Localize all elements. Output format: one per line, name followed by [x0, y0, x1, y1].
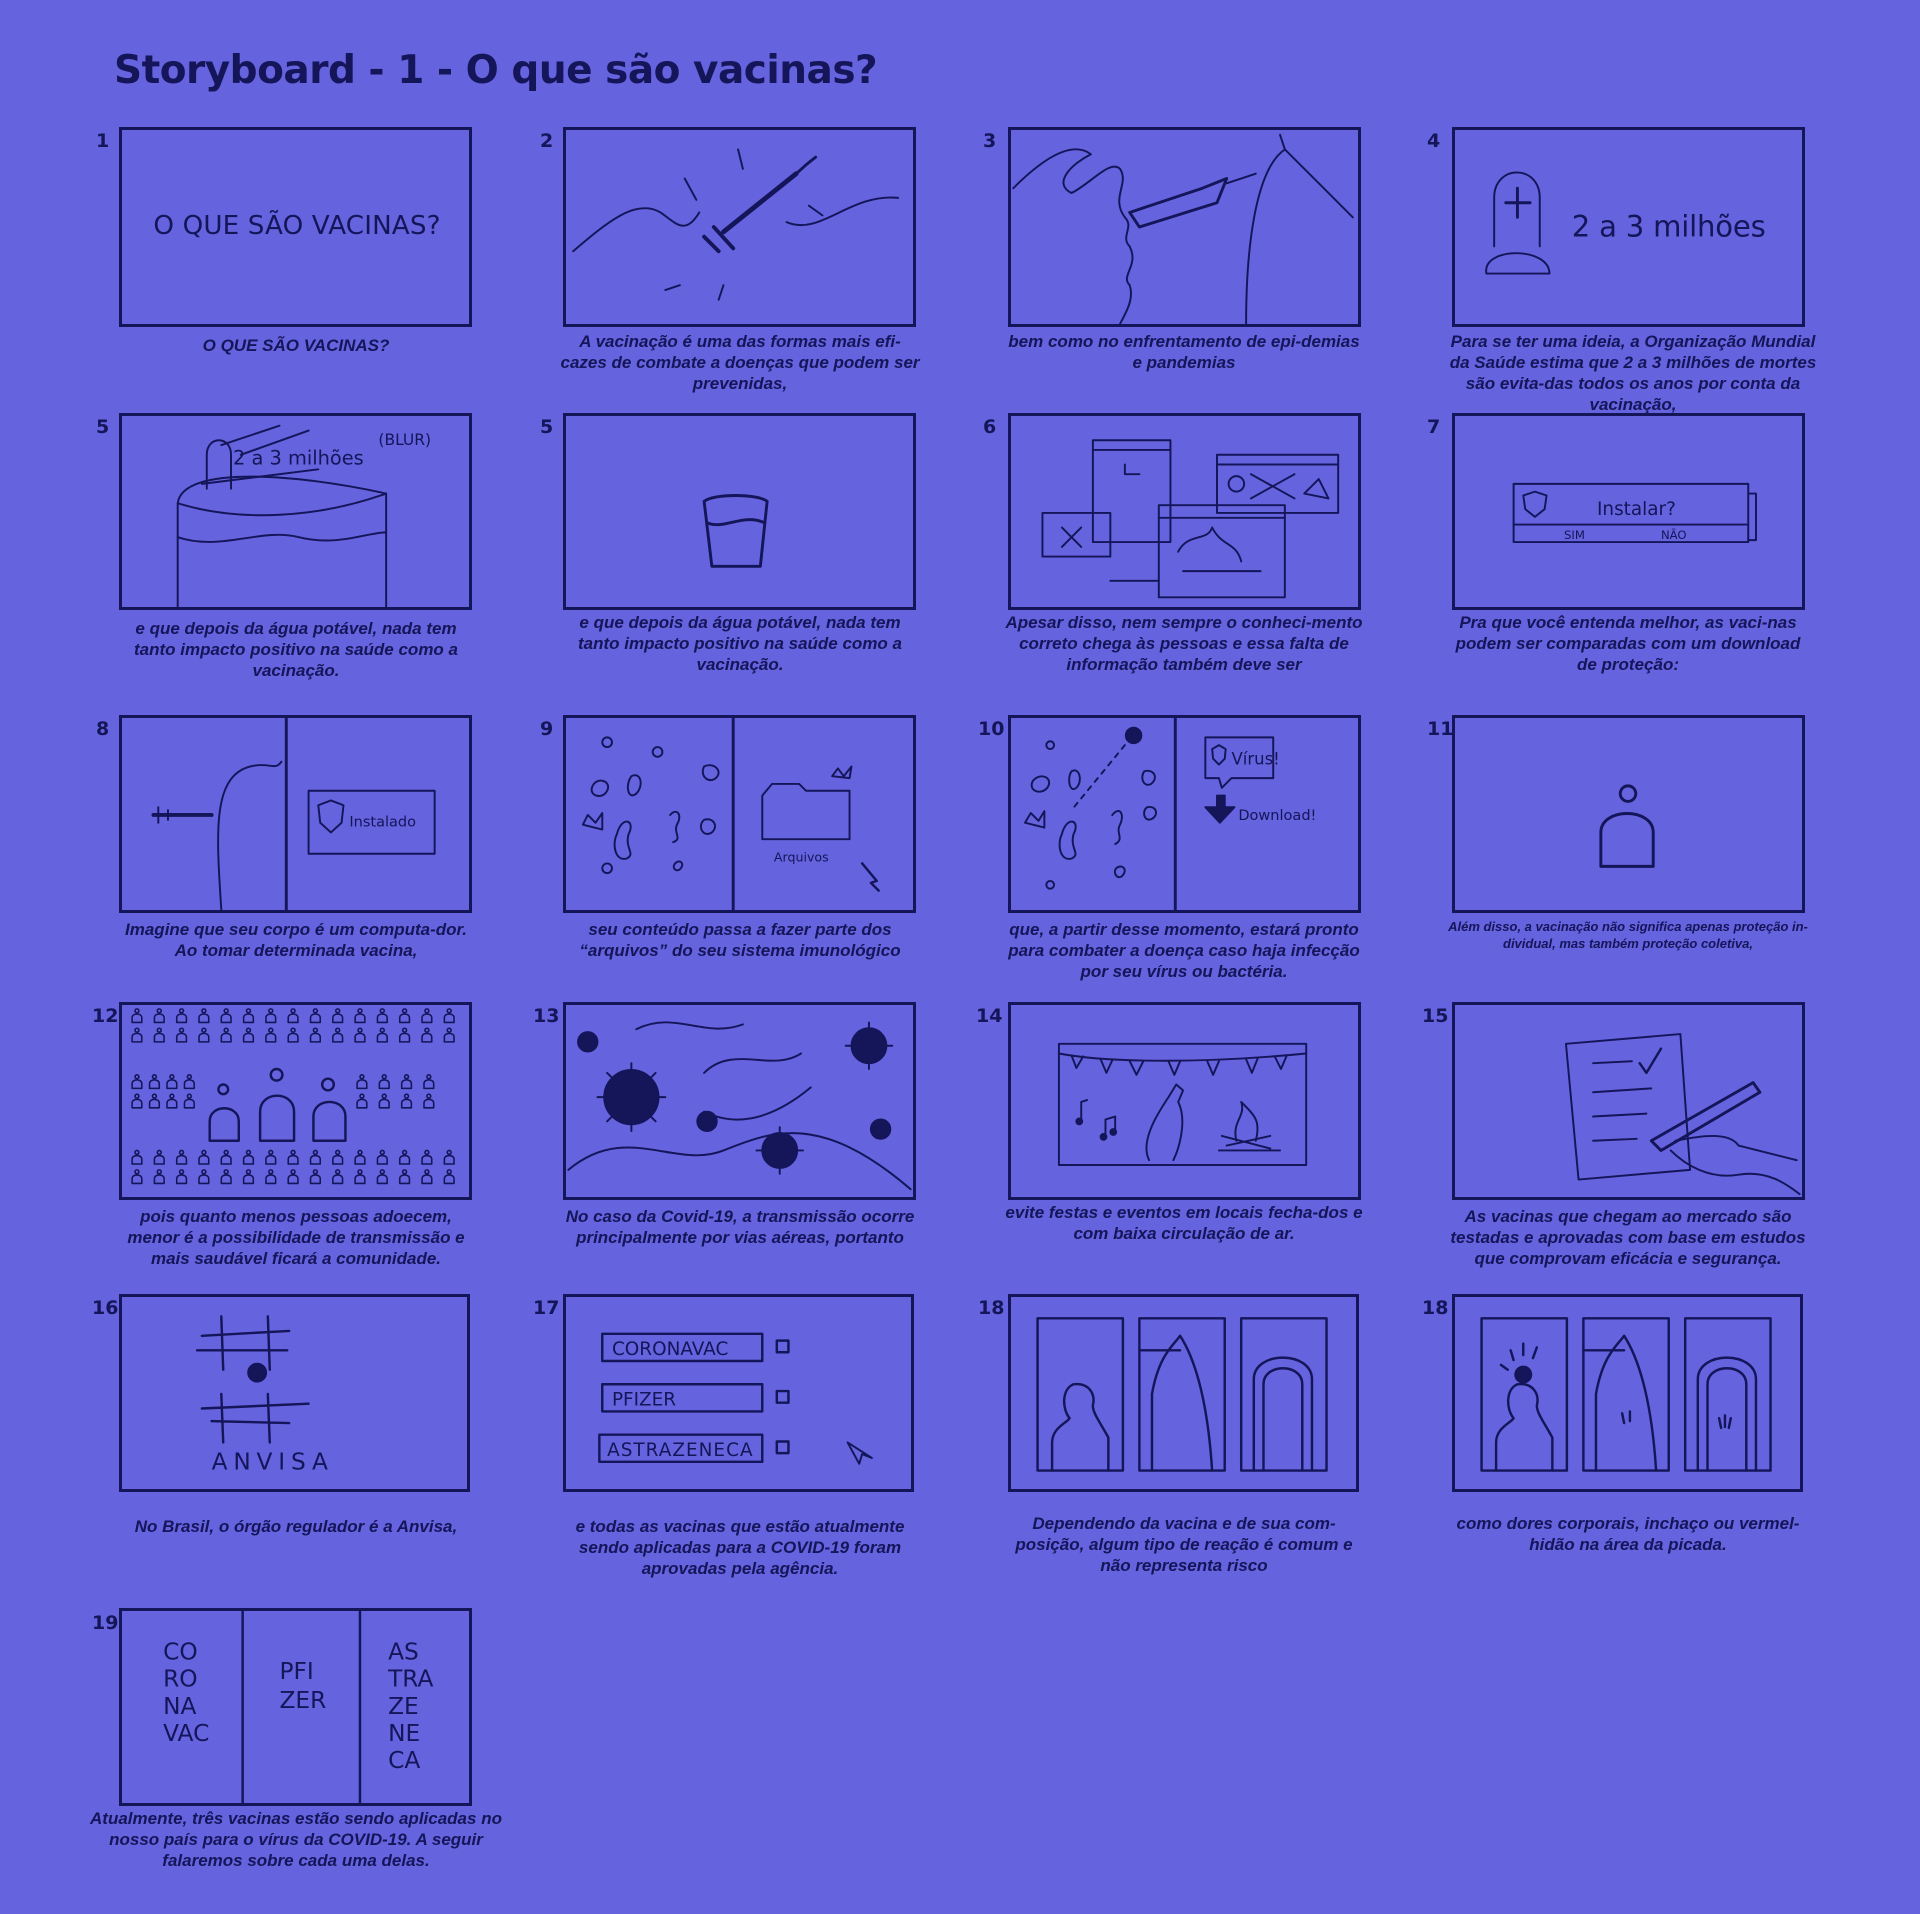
panel-1-sketch — [122, 130, 469, 324]
panel-5-frame — [119, 413, 472, 610]
crowd-person-head — [247, 1028, 251, 1032]
install-no-option: NÃO — [1660, 528, 1687, 543]
crowd-person-body — [266, 1156, 276, 1164]
panel-7-number: 7 — [1427, 416, 1441, 438]
crowd-person-body — [311, 1014, 321, 1022]
panel-16-frame — [119, 1294, 470, 1492]
crowd-person-body — [199, 1033, 209, 1041]
crowd-person-head — [170, 1094, 174, 1098]
panel-5b-caption: e que depois da água potável, nada tem tanto impacto positivo na saúde como a vacinação. — [578, 613, 902, 674]
panel-2-caption: A vacinação é uma das formas mais efi-cazes de combate a doenças que podem ser prevenidas, — [560, 332, 920, 393]
panel-9-frame — [563, 715, 916, 913]
face-injection-sketch — [1011, 130, 1358, 324]
crowd-person-head — [247, 1009, 251, 1013]
virus-alert-text: Vírus! — [1231, 749, 1280, 769]
pfizer-column — [280, 1658, 327, 1714]
vaccine-name-line: NE — [388, 1719, 421, 1747]
crowd-person-head — [447, 1009, 451, 1013]
option-astrazeneca: ASTRAZENECA — [607, 1440, 753, 1462]
crowd-person-head — [358, 1150, 362, 1154]
crowd-person-body — [288, 1014, 298, 1022]
crowd-person-head — [202, 1170, 206, 1174]
crowd-person-head — [336, 1170, 340, 1174]
crowd-person-head — [202, 1028, 206, 1032]
crowd-person-head — [380, 1009, 384, 1013]
panel-6-caption: Apesar disso, nem sempre o conheci-mento correto chega às pessoas e essa falta de informação também deve ser — [1005, 613, 1363, 674]
crowd-person-head — [405, 1075, 409, 1079]
option-coronavac: CORONAVAC — [611, 1339, 729, 1361]
crowd-person-head — [157, 1028, 161, 1032]
crowd-person-body — [357, 1080, 367, 1088]
crowd-person-body — [377, 1156, 387, 1164]
crowd-person-body — [355, 1014, 365, 1022]
panel-5-blur-note: (BLUR) — [378, 431, 432, 450]
panel-19-caption: Atualmente, três vacinas estão sendo aplicadas no nosso país para o vírus da COVID-19. A seguir falaremos sobre cada uma delas. — [90, 1809, 502, 1870]
crowd-person-head — [135, 1009, 139, 1013]
download-label: Download! — [1238, 807, 1317, 824]
crowd-person-head — [135, 1150, 139, 1154]
crowd-person-head — [425, 1009, 429, 1013]
crowd-person-body — [422, 1014, 432, 1022]
panel-18b-frame — [1452, 1294, 1803, 1492]
crowd-person-body — [132, 1014, 142, 1022]
crowd-person-body — [199, 1014, 209, 1022]
crowd-person-head — [291, 1028, 295, 1032]
crowd-person-head — [313, 1150, 317, 1154]
crowd-person-head — [405, 1094, 409, 1098]
crowd-person-body — [199, 1156, 209, 1164]
crowd-person-head — [247, 1170, 251, 1174]
panel-12-caption: pois quanto menos pessoas adoecem, menor é a possibilidade de transmissão e mais saudável ficará a comunidade. — [127, 1207, 465, 1268]
crowd-person-body — [177, 1156, 187, 1164]
water-glass-blur-sketch — [122, 416, 469, 607]
crowd-person-head — [382, 1094, 386, 1098]
crowd-person-body — [333, 1175, 343, 1183]
crowd-person-head — [180, 1150, 184, 1154]
crowd-person-body — [266, 1014, 276, 1022]
panel-1-frame — [119, 127, 472, 327]
crowd-person-head — [187, 1094, 191, 1098]
crowd-person-body — [167, 1080, 177, 1088]
crowd-person-body — [244, 1014, 254, 1022]
panel-4-caption: Para se ter uma ideia, a Organização Mundial da Saúde estima que 2 a 3 milhões de mortes são evita-das todos os anos por conta da vacinação, — [1449, 332, 1817, 414]
crowd-person-head — [380, 1150, 384, 1154]
files-folder-sketch — [566, 718, 913, 910]
crowd-person-head — [224, 1028, 228, 1032]
crowd-person-head — [202, 1009, 206, 1013]
crowd-person-head — [425, 1028, 429, 1032]
panel-14-frame — [1008, 1002, 1361, 1200]
three-people-sketch — [1011, 1297, 1356, 1489]
crowd-person-body — [355, 1175, 365, 1183]
crowd-person-head — [380, 1170, 384, 1174]
crowd-person-body — [132, 1033, 142, 1041]
crowd-person-head — [180, 1170, 184, 1174]
crowd-person-head — [447, 1028, 451, 1032]
panel-4-frame — [1452, 127, 1805, 327]
crowd-person-head — [224, 1170, 228, 1174]
crowd-person-body — [379, 1099, 389, 1107]
panel-3-frame — [1008, 127, 1361, 327]
crowd-person-head — [152, 1094, 156, 1098]
panel-9-number: 9 — [540, 718, 554, 740]
panel-15-frame — [1452, 1002, 1805, 1200]
document-signing-sketch — [1455, 1005, 1802, 1197]
crowd-person-body — [154, 1156, 164, 1164]
crowd-person-body — [400, 1014, 410, 1022]
panel-12-number: 12 — [92, 1005, 119, 1027]
panel-16-caption: No Brasil, o órgão regulador é a Anvisa, — [134, 1517, 458, 1536]
crowd-person-body — [177, 1014, 187, 1022]
option-pfizer: PFIZER — [611, 1389, 677, 1411]
crowd-person-head — [447, 1150, 451, 1154]
crowd-people — [132, 1009, 454, 1184]
crowd-person-head — [336, 1009, 340, 1013]
panel-3-number: 3 — [983, 130, 997, 152]
crowd-person-body — [244, 1156, 254, 1164]
crowd-person-head — [447, 1170, 451, 1174]
panel-18-caption: Dependendo da vacina e de sua com-posição, algum tipo de reação é comum e não representa risco — [1015, 1514, 1353, 1575]
crowd-person-head — [291, 1150, 295, 1154]
crowd-person-body — [355, 1156, 365, 1164]
crowd-person-body — [288, 1156, 298, 1164]
crowd-person-head — [135, 1028, 139, 1032]
panel-8-frame — [119, 715, 472, 913]
installed-label: Instalado — [349, 814, 417, 831]
panel-11-caption: Além disso, a vacinação não significa apenas proteção in-dividual, mas também proteção coletiva, — [1448, 919, 1808, 951]
panel-1-sketch-text: O QUE SÃO VACINAS? — [153, 210, 441, 241]
crowd-person-head — [187, 1075, 191, 1079]
crowd-person-head — [202, 1150, 206, 1154]
crowd-person-body — [355, 1033, 365, 1041]
indoor-party-sketch — [1011, 1005, 1358, 1197]
vaccine-name-line: TRA — [388, 1665, 434, 1693]
crowd-person-head — [313, 1170, 317, 1174]
crowd-person-body — [422, 1033, 432, 1041]
crowd-person-body — [154, 1014, 164, 1022]
vaccine-name-line: VAC — [163, 1719, 210, 1747]
vaccine-name-line: NA — [163, 1692, 197, 1720]
crowd-person-head — [180, 1009, 184, 1013]
popup-windows-sketch — [1011, 416, 1358, 607]
crowd-person-body — [288, 1033, 298, 1041]
crowd-person-head — [403, 1170, 407, 1174]
crowd-person-body — [244, 1175, 254, 1183]
vaccine-name-line: RO — [163, 1665, 198, 1693]
crowd-person-head — [269, 1009, 273, 1013]
crowd-person-head — [425, 1150, 429, 1154]
crowd-person-body — [184, 1099, 194, 1107]
panel-18-number: 18 — [978, 1297, 1005, 1319]
crowd-person-body — [221, 1014, 231, 1022]
crowd-person-body — [184, 1080, 194, 1088]
crowd-person-body — [311, 1175, 321, 1183]
crowd-person-body — [333, 1156, 343, 1164]
crowd-person-head — [360, 1075, 364, 1079]
install-yes-option: SIM — [1564, 528, 1585, 543]
panel-2-frame — [563, 127, 916, 327]
panel-13-number: 13 — [533, 1005, 560, 1027]
crowd-person-head — [358, 1170, 362, 1174]
crowd-person-head — [403, 1009, 407, 1013]
panel-17-caption: e todas as vacinas que estão atualmente sendo aplicadas para a COVID-19 foram aprovadas pela agência. — [575, 1517, 905, 1578]
crowd-person-body — [311, 1156, 321, 1164]
crowd-person-body — [402, 1080, 412, 1088]
crowd-person-body — [221, 1175, 231, 1183]
crowd-person-head — [358, 1028, 362, 1032]
panel-5b-frame — [563, 413, 916, 610]
panel-13-caption: No caso da Covid-19, a transmissão ocorre principalmente por vias aéreas, portanto — [565, 1207, 915, 1247]
airborne-virus-sketch — [566, 1005, 913, 1197]
crowd-person-body — [177, 1033, 187, 1041]
storyboard-title: Storyboard - 1 - O que são vacinas? — [114, 48, 878, 93]
tombstone-sketch — [1455, 130, 1802, 324]
install-prompt-text: Instalar? — [1596, 498, 1676, 520]
crowd-person-body — [444, 1175, 454, 1183]
panel-18b-number: 18 — [1422, 1297, 1449, 1319]
crowd-person-head — [427, 1075, 431, 1079]
crowd-person-head — [403, 1028, 407, 1032]
crowd-person-head — [291, 1009, 295, 1013]
crowd-person-head — [291, 1170, 295, 1174]
crowd-person-head — [313, 1009, 317, 1013]
crowd-person-body — [266, 1175, 276, 1183]
crowd-person-body — [377, 1175, 387, 1183]
crowd-sketch — [122, 1005, 469, 1197]
panel-7-frame — [1452, 413, 1805, 610]
crowd-person-head — [336, 1028, 340, 1032]
crowd-person-body — [132, 1156, 142, 1164]
crowd-person-body — [422, 1156, 432, 1164]
crowd-person-body — [199, 1175, 209, 1183]
crowd-person-body — [221, 1033, 231, 1041]
astrazeneca-column — [387, 1638, 433, 1774]
panel-14-caption: evite festas e eventos em locais fecha-dos e com baixa circulação de ar. — [1005, 1203, 1363, 1243]
crowd-person-body — [132, 1099, 142, 1107]
panel-19-number: 19 — [92, 1612, 119, 1634]
crowd-person-body — [150, 1080, 160, 1088]
crowd-person-body — [402, 1099, 412, 1107]
panel-5-number: 5 — [96, 416, 110, 438]
crowd-person-head — [135, 1094, 139, 1098]
crowd-person-head — [425, 1170, 429, 1174]
panel-11-frame — [1452, 715, 1805, 913]
crowd-person-body — [400, 1175, 410, 1183]
panel-15-caption: As vacinas que chegam ao mercado são testadas e aprovadas com base em estudos que comprovam eficácia e segurança. — [1450, 1207, 1806, 1268]
crowd-person-body — [377, 1033, 387, 1041]
crowd-person-head — [152, 1075, 156, 1079]
crowd-person-body — [424, 1099, 434, 1107]
panel-6-number: 6 — [983, 416, 997, 438]
vaccine-name-line: ZE — [388, 1692, 419, 1720]
crowd-person-head — [313, 1028, 317, 1032]
panel-3-caption: bem como no enfrentamento de epi-demias e pandemias — [1008, 332, 1360, 372]
panel-16-number: 16 — [92, 1297, 119, 1319]
virus-download-sketch — [1011, 718, 1358, 910]
crowd-person-body — [400, 1156, 410, 1164]
crowd-person-body — [333, 1033, 343, 1041]
panel-10-caption: que, a partir desse momento, estará pronto para combater a doença caso haja infecção por seu vírus ou bactéria. — [1008, 920, 1360, 981]
vaccine-names-sketch — [122, 1611, 469, 1803]
crowd-person-body — [444, 1014, 454, 1022]
vaccine-name-line: CA — [388, 1747, 421, 1775]
crowd-person-head — [336, 1150, 340, 1154]
panel-8-caption: Imagine que seu corpo é um computa-dor. Ao tomar determinada vacina, — [125, 920, 467, 960]
panel-17-frame — [563, 1294, 914, 1492]
panel-7-caption: Pra que você entenda melhor, as vaci-nas podem ser comparadas com um download de proteção: — [1455, 613, 1801, 674]
crowd-person-body — [221, 1156, 231, 1164]
vaccine-name-line: PFI — [279, 1657, 314, 1685]
panel-4-number: 4 — [1427, 130, 1441, 152]
crowd-person-body — [311, 1033, 321, 1041]
anvisa-logo-sketch — [122, 1297, 467, 1489]
panel-19-frame — [119, 1608, 472, 1806]
crowd-person-head — [382, 1075, 386, 1079]
crowd-person-head — [224, 1009, 228, 1013]
crowd-person-head — [224, 1150, 228, 1154]
crowd-person-body — [244, 1033, 254, 1041]
crowd-person-head — [135, 1170, 139, 1174]
panel-17-number: 17 — [533, 1297, 560, 1319]
crowd-person-body — [154, 1175, 164, 1183]
crowd-person-body — [333, 1014, 343, 1022]
panel-9-caption: seu conteúdo passa a fazer parte dos “arquivos” do seu sistema imunológico — [579, 920, 901, 960]
crowd-person-body — [422, 1175, 432, 1183]
coronavac-column — [163, 1638, 209, 1746]
crowd-person-body — [177, 1175, 187, 1183]
panel-5-caption: e que depois da água potável, nada tem tanto impacto positivo na saúde como a vacinação. — [134, 619, 458, 680]
files-label: Arquivos — [773, 849, 829, 865]
crowd-person-body — [377, 1014, 387, 1022]
reaction-people-sketch — [1455, 1297, 1800, 1489]
vaccine-name-line: ZER — [279, 1686, 327, 1714]
vaccine-name-line: CO — [163, 1638, 198, 1666]
install-dialog-sketch — [1455, 416, 1802, 607]
crowd-person-head — [247, 1150, 251, 1154]
panel-18b-caption: como dores corporais, inchaço ou vermel-hidão na área da picada. — [1456, 1514, 1800, 1554]
crowd-person-body — [154, 1033, 164, 1041]
crowd-person-body — [167, 1099, 177, 1107]
panel-5-blurred-count: 2 a 3 milhões — [232, 446, 364, 470]
water-glass-sketch — [566, 416, 913, 607]
crowd-person-body — [266, 1033, 276, 1041]
crowd-person-body — [288, 1175, 298, 1183]
crowd-person-head — [157, 1170, 161, 1174]
crowd-person-head — [360, 1094, 364, 1098]
panel-1-caption: O QUE SÃO VACINAS? — [202, 336, 390, 355]
crowd-person-body — [132, 1175, 142, 1183]
crowd-person-head — [427, 1094, 431, 1098]
crowd-person-head — [170, 1075, 174, 1079]
crowd-person-body — [357, 1099, 367, 1107]
crowd-person-head — [269, 1170, 273, 1174]
crowd-person-body — [400, 1033, 410, 1041]
syringe-sketch — [566, 130, 913, 324]
panel-2-number: 2 — [540, 130, 554, 152]
crowd-person-head — [380, 1028, 384, 1032]
panel-11-number: 11 — [1427, 718, 1454, 740]
anvisa-label: ANVISA — [211, 1448, 334, 1476]
crowd-person-head — [157, 1009, 161, 1013]
panel-1-number: 1 — [96, 130, 110, 152]
panel-10-number: 10 — [978, 718, 1005, 740]
panel-4-sketch-text: 2 a 3 milhões — [1571, 209, 1766, 244]
single-person-sketch — [1455, 718, 1802, 910]
crowd-person-body — [379, 1080, 389, 1088]
panel-15-number: 15 — [1422, 1005, 1449, 1027]
panel-10-frame — [1008, 715, 1361, 913]
crowd-person-head — [157, 1150, 161, 1154]
crowd-person-body — [444, 1033, 454, 1041]
panel-14-number: 14 — [976, 1005, 1003, 1027]
crowd-person-body — [424, 1080, 434, 1088]
crowd-person-body — [150, 1099, 160, 1107]
crowd-person-head — [269, 1150, 273, 1154]
crowd-person-head — [269, 1028, 273, 1032]
crowd-person-body — [444, 1156, 454, 1164]
panel-12-frame — [119, 1002, 472, 1200]
crowd-person-head — [403, 1150, 407, 1154]
panel-5b-number: 5 — [540, 416, 554, 438]
vaccine-name-line: AS — [388, 1638, 419, 1666]
panel-18-frame — [1008, 1294, 1359, 1492]
vaccine-checklist-sketch — [566, 1297, 911, 1489]
panel-13-frame — [563, 1002, 916, 1200]
crowd-person-head — [135, 1075, 139, 1079]
arm-installed-sketch — [122, 718, 469, 910]
panel-6-frame — [1008, 413, 1361, 610]
crowd-person-body — [132, 1080, 142, 1088]
crowd-person-head — [358, 1009, 362, 1013]
crowd-person-head — [180, 1028, 184, 1032]
panel-8-number: 8 — [96, 718, 110, 740]
